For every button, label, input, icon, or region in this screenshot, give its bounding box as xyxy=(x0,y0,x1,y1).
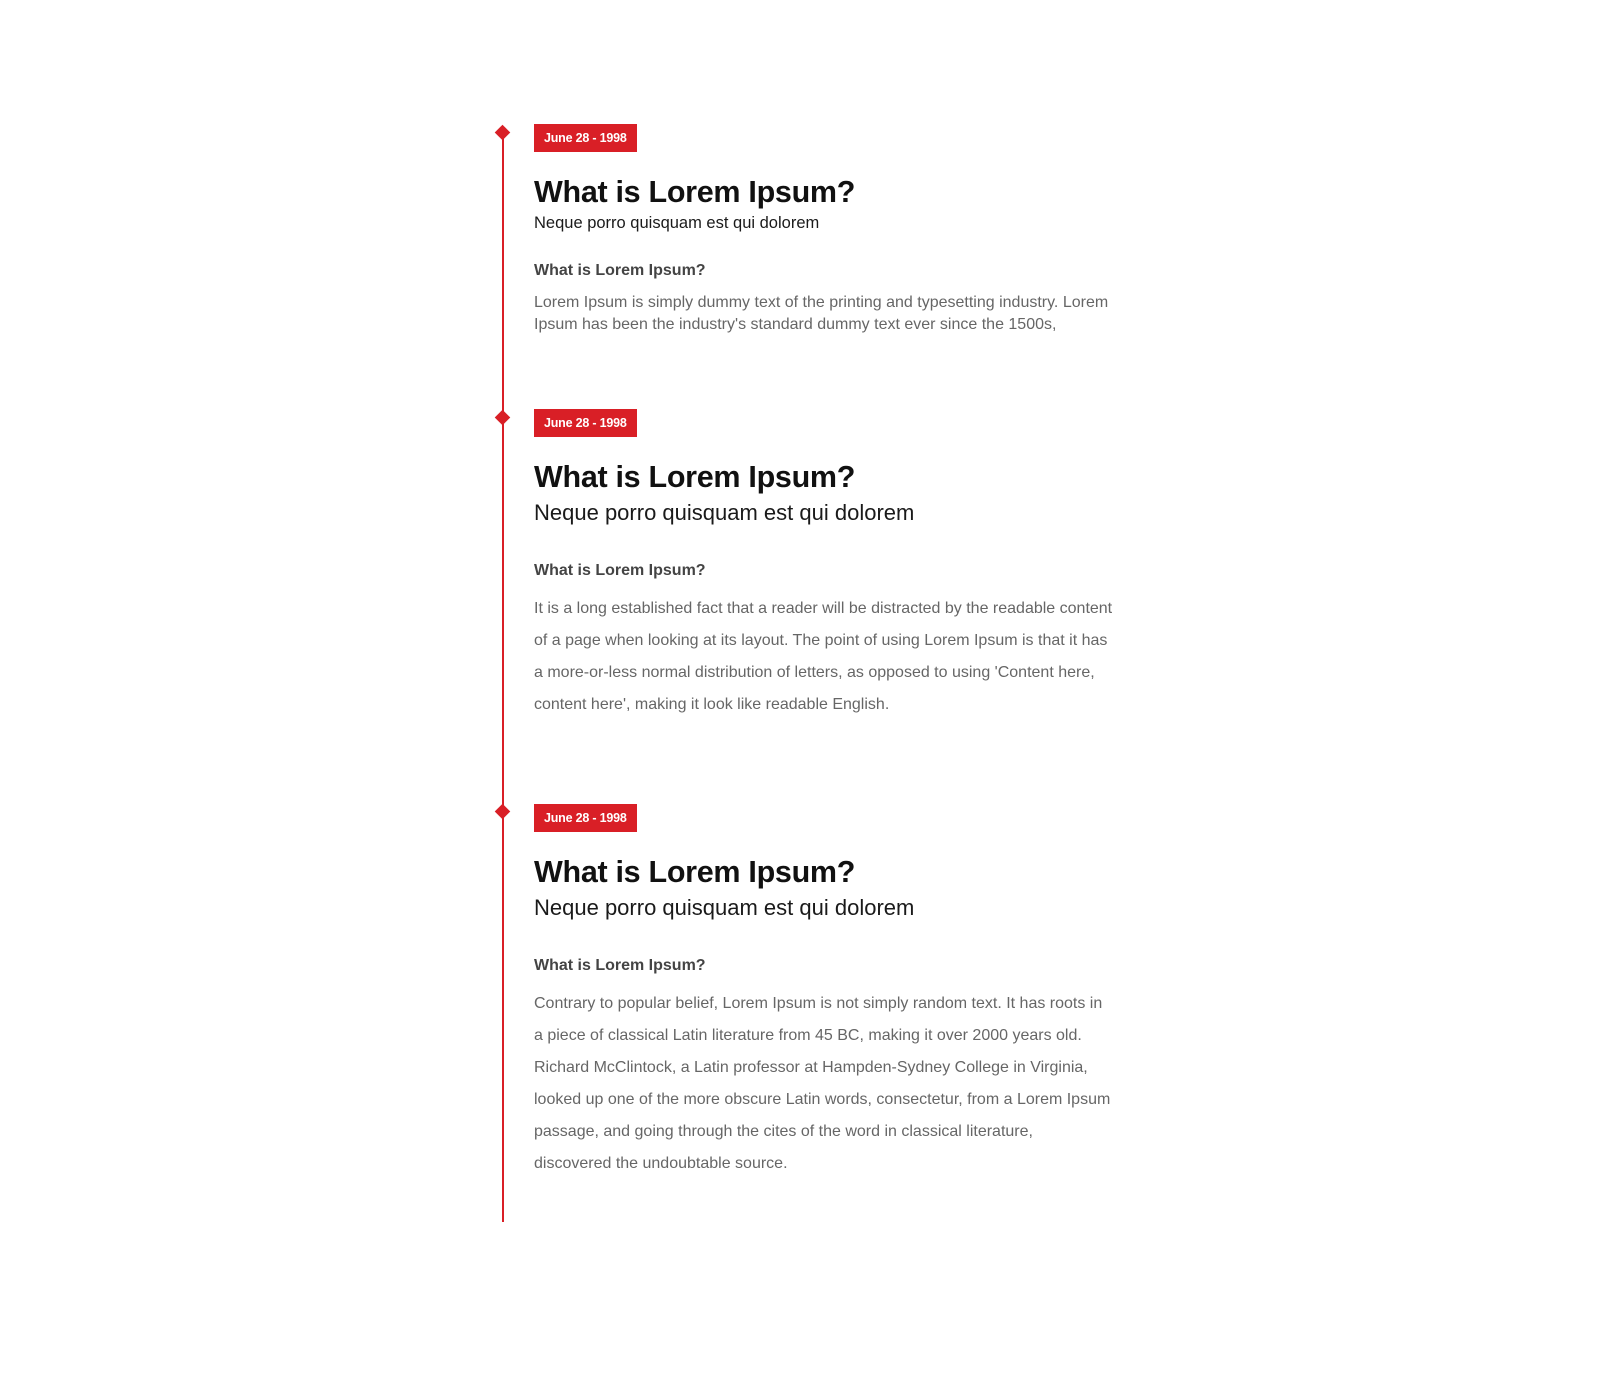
entry-title: What is Lorem Ipsum? xyxy=(534,175,856,209)
timeline-marker-icon xyxy=(495,410,511,426)
entry-title: What is Lorem Ipsum? xyxy=(534,460,856,494)
entry-subtitle: Neque porro quisquam est qui dolorem xyxy=(534,500,915,525)
timeline-entry xyxy=(534,409,1114,721)
entry-body: It is a long established fact that a reader will be distracted by the readable content of a page when looking at its layout. The point of using Lorem Ipsum is that it has a more-or-less normal distribution of letters, as opposed to using 'Content here, content here', making it look like readable English. xyxy=(534,600,1113,713)
entry-body: Lorem Ipsum is simply dummy text of the printing and typesetting industry. Lorem Ipsum has been the industry's standard dummy text ever since the 1500s, xyxy=(534,294,1109,333)
entry-body: Contrary to popular belief, Lorem Ipsum is not simply random text. It has roots in a piece of classical Latin literature from 45 BC, making it over 2000 years old. Richard McClintock, a Latin professor at Hampden-Sydney College in Virginia, looked up one of the more obscure Latin words, consectetur, from a Lorem Ipsum passage, and going through the cites of the word in classical literature, discovered the undoubtable source. xyxy=(534,995,1111,1172)
entry-title: What is Lorem Ipsum? xyxy=(534,855,856,889)
timeline-line xyxy=(502,132,504,1222)
timeline-entry xyxy=(534,804,1114,1180)
entry-heading: What is Lorem Ipsum? xyxy=(534,562,706,579)
timeline-entry xyxy=(534,124,1114,336)
entry-heading: What is Lorem Ipsum? xyxy=(534,262,706,279)
timeline-marker-icon xyxy=(495,125,511,141)
entry-heading: What is Lorem Ipsum? xyxy=(534,957,706,974)
timeline-marker-icon xyxy=(495,804,511,820)
entry-subtitle: Neque porro quisquam est qui dolorem xyxy=(534,895,915,920)
entry-subtitle: Neque porro quisquam est qui dolorem xyxy=(534,214,820,232)
date-badge: June 28 - 1998 xyxy=(534,804,637,832)
date-badge: June 28 - 1998 xyxy=(534,409,637,437)
date-badge: June 28 - 1998 xyxy=(534,124,637,152)
